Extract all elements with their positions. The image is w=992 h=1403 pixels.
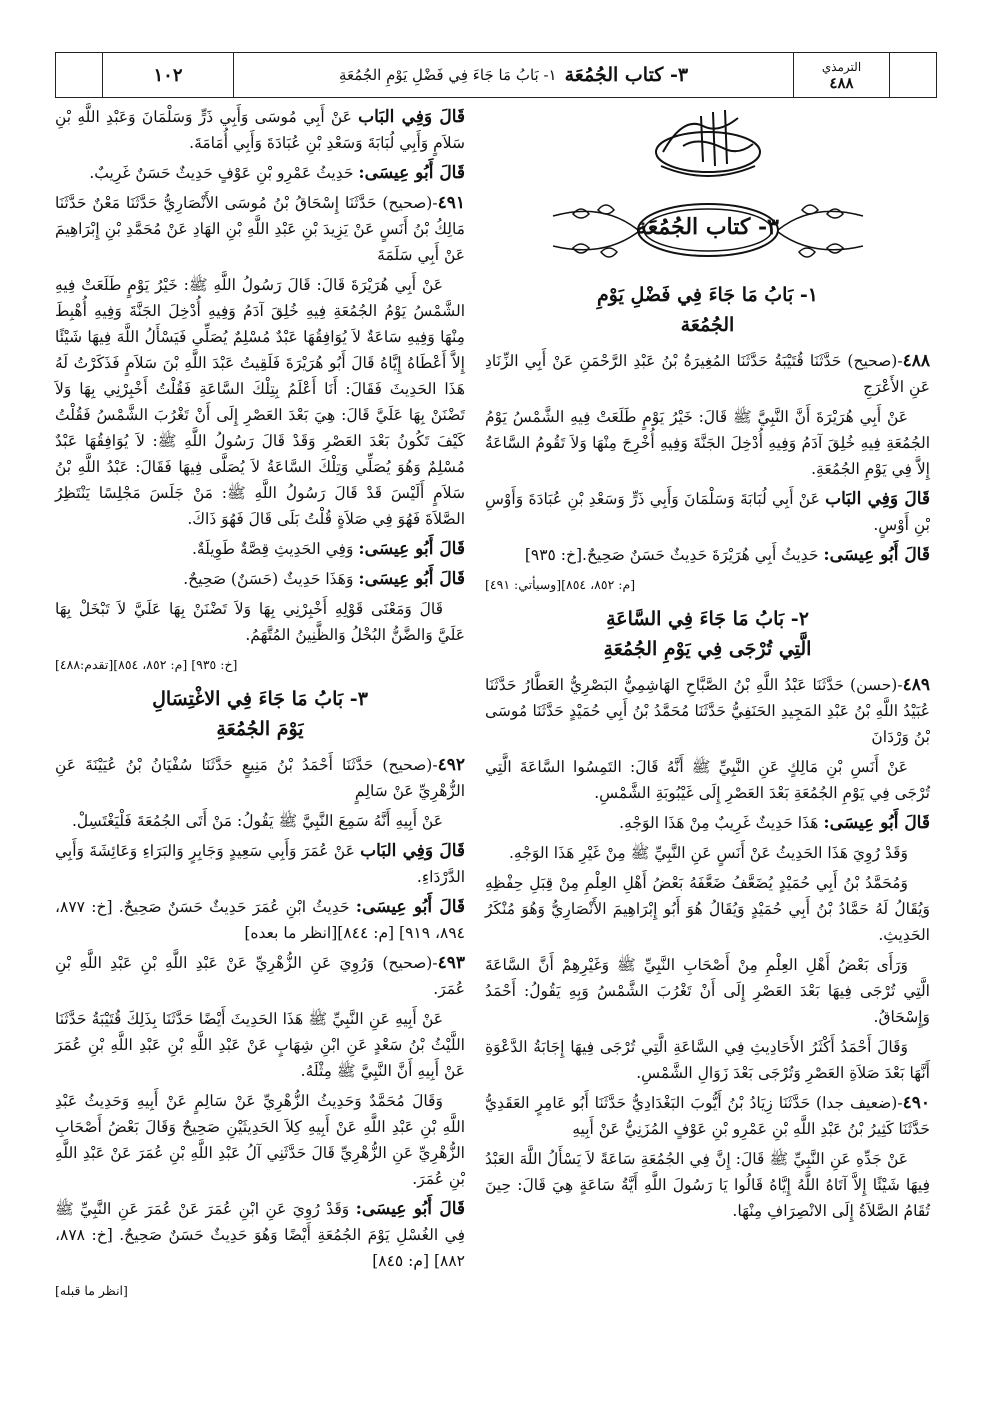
hadith-matn: عَنْ جَدِّهِ عَنِ النَّبِيِّ ﷺ قَالَ: إِنَّ فِي الجُمُعَةِ سَاعَةً لاَ يَسْأَلُ اللَّهَ العَبْدُ فِيهَا شَيْئًا إِلاَّ آتَاهُ اللَّهُ إِيَّاهُ قَالُوا يَا رَسُولَ اللَّهِ أَيَّةُ سَاعَةٍ هِيَ قَالَ: حِينَ تُقَامُ الصَّلاَةُ إِلَى الانْصِرَافِ مِنْهَا. (485, 1150, 930, 1220)
hadith-number: ٤٩٠ (902, 1093, 930, 1113)
bab-note-text: عَنْ عُمَرَ وَأَبِي سَعِيدٍ وَجَابِرٍ وَالبَرَاءِ وَعَائِشَةَ وَأَبِي الدَّرْدَاءِ. (55, 842, 465, 886)
page-header (55, 52, 937, 98)
abu-isa-label: قَالَ أَبُو عِيسَى: (823, 813, 930, 833)
abu-isa-label: قَالَ أَبُو عِيسَى: (358, 539, 465, 559)
bab-heading-line: ٣- بَابُ مَا جَاءَ فِي الاغْتِسَالِ (152, 688, 368, 710)
isnad-text: -(صحيح) حَدَّثَنَا قُتَيْبَةُ حَدَّثَنَا المُغِيرَةُ بْنُ عَبْدِ الرَّحْمَنِ عَنْ أَبِي الزِّنَادِ عَنِ الأَعْرَجِ (485, 352, 930, 396)
hukm (55, 536, 465, 562)
abu-isa-label: قَالَ أَبُو عِيسَى: (358, 163, 465, 183)
qal-label: قَالَ وَفِي البَاب (358, 107, 466, 127)
hadith-matn: عَنْ أَبِيهِ عَنِ النَّبِيِّ ﷺ هَذَا الحَدِيثَ أَيْضًا حَدَّثَنَا بِذَلِكَ قُتَيْبَةُ حَدَّثَنَا اللَّيْثُ بْنُ سَعْدٍ عَنِ ابْنِ شِهَابٍ عَنْ عَبْدِ اللَّهِ بْنِ عَبْدِ اللَّهِ بْنِ عُمَرَ عَنْ أَبِيهِ أَنَّ النَّبِيَّ ﷺ مِثْلَهُ. (55, 1010, 465, 1080)
bab-note (55, 838, 465, 890)
header-source (794, 53, 890, 97)
hukm-text: حَدِيثُ عَمْرِو بْنِ عَوْفٍ حَدِيثٌ حَسَنٌ غَرِيبٌ. (89, 164, 354, 182)
commentary: قَالَ وَمَعْنَى قَوْلِهِ أَخْبِرْنِي بِهَا وَلاَ تَضْنَنْ بِهَا عَلَيَّ لاَ تَبْخَلْ بِهَا عَلَيَّ وَالضَّنُّ البُخْلُ وَالظَّنِينُ المُتَّهَمُ. (55, 600, 465, 644)
hukm-text: وَفِي الحَدِيثِ قِصَّةٌ طَوِيلَةٌ. (191, 540, 354, 558)
hukm (55, 894, 465, 946)
qal-label: قَالَ وَفِي البَاب (360, 841, 466, 861)
header-chapter: ١- بَابُ مَا جَاءَ فِي فَضْلِ يَوْمِ الجُمُعَةِ (338, 66, 557, 84)
bab-heading-line: ١- بَابُ مَا جَاءَ فِي فَضْلِ يَوْمِ (597, 284, 818, 306)
hadith-number: ٤٩١ (437, 193, 465, 213)
hadith-number: ٤٩٣ (437, 953, 465, 973)
hukm-text: وَهَذَا حَدِيثٌ (حَسَنٌ) صَحِيحٌ. (183, 570, 354, 588)
bab-note (485, 486, 930, 538)
reference: [م: ٨٥٢، ٨٥٤][وسيأتي: ٤٩١] (485, 577, 636, 592)
hadith-isnad (485, 1090, 930, 1142)
hukm-text: حَدِيثُ ابْنِ عُمَرَ حَدِيثٌ حَسَنٌ صَحِيحٌ. [خ: ٨٧٧، ٨٩٤، ٩١٩] [م: ٨٤٤][انظر ما بعده] (55, 898, 465, 942)
header-title (234, 53, 794, 97)
hadith-number: ٤٨٩ (902, 675, 930, 695)
bab-note-text: عَنْ أَبِي مُوسَى وَأَبِي ذَرٍّ وَسَلْمَانَ وَعَبْدِ اللَّهِ بْنِ سَلاَمٍ وَأَبِي لُبَابَةَ وَسَعْدِ بْنِ عُبَادَةَ وَأَبِي أُمَامَةَ. (55, 108, 465, 152)
hukm-text: حَدِيثُ أَبِي هُرَيْرَةَ حَدِيثٌ حَسَنٌ صَحِيحٌ.[خ: ٩٣٥] (524, 546, 819, 564)
hukm (55, 160, 465, 186)
commentary: وَرَأَى بَعْضُ أَهْلِ العِلْمِ مِنْ أَصْحَابِ النَّبِيِّ ﷺ وَغَيْرِهِمْ أَنَّ السَّاعَةَ الَّتِي تُرْجَى فِيهَا بَعْدَ العَصْرِ إِلَى أَنْ تَغْرُبَ الشَّمْسُ وَبِهِ يَقُولُ: أَحْمَدُ وَإِسْحَاقُ. (485, 956, 930, 1026)
basmala-calligraphy-icon (638, 104, 778, 184)
header-hadith-number: ٤٨٨ (829, 74, 854, 92)
bab-heading-line: يَوْمَ الجُمُعَةِ (216, 718, 304, 740)
isnad-text: -(صحيح) حَدَّثَنَا أَحْمَدُ بْنُ مَنِيعٍ حَدَّثَنَا سُفْيَانُ بْنُ عُيَيْنَةَ عَنِ الزُّهْرِيِّ عَنْ سَالِمٍ (55, 756, 465, 800)
bab-heading-line: ٢- بَابُ مَا جَاءَ فِي السَّاعَةِ (606, 608, 809, 630)
isnad-text: -(حسن) حَدَّثَنَا عَبْدُ اللَّهِ بْنُ الصَّبَّاحِ الهَاشِمِيُّ البَصْرِيُّ العَطَّارُ حَدَّثَنَا عُبَيْدُ اللَّهِ بْنُ عَبْدِ المَجِيدِ الحَنَفِيُّ حَدَّثَنَا مُحَمَّدُ بْنُ أَبِي حُمَيْدٍ حَدَّثَنَا مُوسَى بْنُ وَرْدَانَ (485, 676, 930, 746)
reference: [انظر ما قبله] (55, 1283, 128, 1298)
commentary: وَمُحَمَّدُ بْنُ أَبِي حُمَيْدٍ يُضَعَّفُ ضَعَّفَهُ بَعْضُ أَهْلِ العِلْمِ مِنْ قِبَلِ حِفْظِهِ وَيُقَالُ لَهُ حَمَّادُ بْنُ أَبِي حُمَيْدٍ وَيُقَالُ هُوَ أَبُو إِبْرَاهِيمَ الأَنْصَارِيُّ وَهُوَ مُنْكَرُ الحَدِيثِ. (485, 874, 930, 944)
hukm (55, 566, 465, 592)
hadith-isnad (55, 950, 465, 1002)
abu-isa-label: قَالَ أَبُو عِيسَى: (823, 545, 930, 565)
abu-isa-label: قَالَ أَبُو عِيسَى: (355, 897, 465, 917)
kitab-title: ٣- كتاب الجُمُعَة (636, 214, 779, 240)
bab-heading-line: الجُمُعَة (680, 314, 735, 336)
commentary: وَقَدْ رُوِيَ هَذَا الحَدِيثُ عَنْ أَنَسٍ عَنِ النَّبِيِّ ﷺ مِنْ غَيْرِ هَذَا الوَجْهِ. (509, 844, 908, 862)
reference: [خ: ٩٣٥] [م: ٨٥٢، ٨٥٤][تقدم:٤٨٨] (55, 657, 238, 672)
hukm-text: وَقَدْ رُوِيَ عَنِ ابْنِ عُمَرَ عَنْ عُمَرَ عَنِ النَّبِيِّ ﷺ فِي الغُسْلِ يَوْمَ الجُمُعَةِ أَيْضًا وَهُوَ حَدِيثٌ حَسَنٌ صَحِيحٌ. [خ: ٨٧٨، ٨٨٢] [م: ٨٤٥] (55, 1200, 465, 1270)
isnad-text: -(صحيح) حَدَّثَنَا إِسْحَاقُ بْنُ مُوسَى الأَنْصَارِيُّ حَدَّثَنَا مَعْنٌ حَدَّثَنَا مَالِكُ بْنُ أَنَسٍ عَنْ يَزِيدَ بْنِ عَبْدِ اللَّهِ بْنِ الهَادِ عَنْ مُحَمَّدِ بْنِ إِبْرَاهِيمَ عَنْ أَبِي سَلَمَةَ (55, 194, 465, 264)
hukm (55, 1196, 465, 1274)
header-blank-cell (890, 53, 936, 97)
header-blank-cell (56, 53, 103, 97)
commentary: وَقَالَ مُحَمَّدٌ وَحَدِيثُ الزُّهْرِيِّ عَنْ سَالِمٍ عَنْ أَبِيهِ وَحَدِيثُ عَبْدِ اللَّهِ بْنِ عَبْدِ اللَّهِ عَنْ أَبِيهِ كِلاَ الحَدِيثَيْنِ صَحِيحٌ وَقَالَ بَعْضُ أَصْحَابِ الزُّهْرِيِّ عَنِ الزُّهْرِيِّ قَالَ حَدَّثَنِي آلُ عَبْدِ اللَّهِ بْنِ عُمَرَ عَنْ عَبْدِ اللَّهِ بْنِ عُمَرَ. (55, 1092, 465, 1188)
hadith-number: ٤٨٨ (902, 351, 930, 371)
commentary: وَقَالَ أَحْمَدُ أَكْثَرُ الأَحَادِيثِ فِي السَّاعَةِ الَّتِي تُرْجَى فِيهَا إِجَابَةُ الدَّعْوَةِ أَنَّهَا بَعْدَ صَلاَةِ العَصْرِ وَتُرْجَى بَعْدَ زَوَالِ الشَّمْسِ. (485, 1038, 930, 1082)
hukm (485, 542, 930, 568)
hadith-matn: عَنْ أَبِي هُرَيْرَةَ أَنَّ النَّبِيَّ ﷺ قَالَ: خَيْرُ يَوْمٍ طَلَعَتْ فِيهِ الشَّمْسُ يَوْمُ الجُمُعَةِ فِيهِ خُلِقَ آدَمُ وَفِيهِ أُدْخِلَ الجَنَّةَ وَفِيهِ أُخْرِجَ مِنْهَا وَلاَ تَقُومُ السَّاعَةُ إِلاَّ فِي يَوْمِ الجُمُعَةِ. (485, 408, 930, 478)
bab-heading-line: الَّتِي تُرْجَى فِي يَوْمِ الجُمُعَةِ (603, 638, 812, 660)
right-column (485, 104, 930, 1228)
bab-heading (55, 684, 465, 744)
isnad-text: -(ضعيف جدا) حَدَّثَنَا زِيَادُ بْنُ أَيُّوبَ البَغْدَادِيُّ حَدَّثَنَا أَبُو عَامِرٍ العَقَدِيُّ حَدَّثَنَا كَثِيرُ بْنُ عَبْدِ اللَّهِ بْنِ عَمْرِو بْنِ عَوْفٍ المُزَنِيُّ عَنْ أَبِيهِ (485, 1094, 930, 1138)
left-column (55, 104, 465, 1308)
leaf-ornament-icon (543, 192, 873, 270)
hadith-matn: عَنْ أَنَسِ بْنِ مَالِكٍ عَنِ النَّبِيِّ ﷺ أَنَّهُ قَالَ: التَمِسُوا السَّاعَةَ الَّتِي تُرْجَى فِي يَوْمِ الجُمُعَةِ بَعْدَ العَصْرِ إِلَى غَيْبُوبَةِ الشَّمْسِ. (485, 758, 930, 802)
page-number: ١٠٢ (103, 53, 234, 97)
hadith-isnad (485, 348, 930, 400)
bab-heading (485, 280, 930, 340)
hukm-text: هَذَا حَدِيثٌ غَرِيبٌ مِنْ هَذَا الوَجْهِ. (619, 814, 819, 832)
hadith-matn: عَنْ أَبِي هُرَيْرَةَ قَالَ: قَالَ رَسُولُ اللَّهِ ﷺ: خَيْرُ يَوْمٍ طَلَعَتْ فِيهِ الشَّمْسُ يَوْمُ الجُمُعَةِ فِيهِ خُلِقَ آدَمُ وَفِيهِ أُدْخِلَ الجَنَّةَ وَفِيهِ أُهْبِطَ مِنْهَا وَفِيهِ سَاعَةٌ لاَ يُوَافِقُهَا عَبْدٌ مُسْلِمٌ يُصَلِّي فَيَسْأَلُ اللَّهَ فِيهَا شَيْئًا إِلاَّ أَعْطَاهُ إِيَّاهُ قَالَ أَبُو هُرَيْرَةَ فَلَقِيتُ عَبْدَ اللَّهِ بْنَ سَلاَمٍ فَذَكَرْتُ لَهُ هَذَا الحَدِيثَ فَقَالَ: أَنَا أَعْلَمُ بِتِلْكَ السَّاعَةِ فَقُلْتُ أَخْبِرْنِي بِهَا وَلاَ تَضْنَنْ بِهَا عَلَيَّ قَالَ: هِيَ بَعْدَ العَصْرِ إِلَى أَنْ تَغْرُبَ الشَّمْسُ فَقُلْتُ كَيْفَ تَكُونُ بَعْدَ العَصْرِ وَقَدْ قَالَ رَسُولُ اللَّهِ ﷺ: لاَ يُوَافِقُهَا عَبْدٌ مُسْلِمٌ وَهُوَ يُصَلِّي وَتِلْكَ السَّاعَةُ لاَ يُصَلَّى فِيهَا فَقَالَ: عَبْدُ اللَّهِ بْنُ سَلاَمٍ أَلَيْسَ قَدْ قَالَ رَسُولُ اللَّهِ ﷺ: مَنْ جَلَسَ مَجْلِسًا يَنْتَظِرُ الصَّلاَةَ فَهُوَ فِي صَلاَةٍ قُلْتُ بَلَى قَالَ فَهُوَ ذَاكَ. (55, 276, 465, 528)
hadith-isnad (55, 752, 465, 804)
hukm (485, 810, 930, 836)
kitab-banner (485, 192, 930, 270)
bab-note (55, 104, 465, 156)
header-book: ٣- كتاب الجُمُعَة (564, 64, 689, 86)
abu-isa-label: قَالَ أَبُو عِيسَى: (355, 1199, 466, 1219)
abu-isa-label: قَالَ أَبُو عِيسَى: (358, 569, 465, 589)
source-name: الترمذي (821, 60, 862, 74)
hadith-number: ٤٩٢ (437, 755, 465, 775)
isnad-text: -(صحيح) وَرُوِيَ عَنِ الزُّهْرِيِّ عَنْ عَبْدِ اللَّهِ بْنِ عَبْدِ اللَّهِ بْنِ عُمَرَ. (55, 954, 465, 998)
qal-label: قَالَ وَفِي البَاب (825, 489, 930, 509)
hadith-isnad (485, 672, 930, 750)
hadith-isnad (55, 190, 465, 268)
bab-heading (485, 604, 930, 664)
bab-note-text: عَنْ أَبِي لُبَابَةَ وَسَلْمَانَ وَأَبِي ذَرٍّ وَسَعْدِ بْنِ عُبَادَةَ وَأَوْسِ بْنِ أَوْسٍ. (485, 490, 930, 534)
hadith-matn: عَنْ أَبِيهِ أَنَّهُ سَمِعَ النَّبِيَّ ﷺ يَقُولُ: مَنْ أَتَى الجُمُعَةَ فَلْيَغْتَسِلْ. (71, 812, 443, 830)
